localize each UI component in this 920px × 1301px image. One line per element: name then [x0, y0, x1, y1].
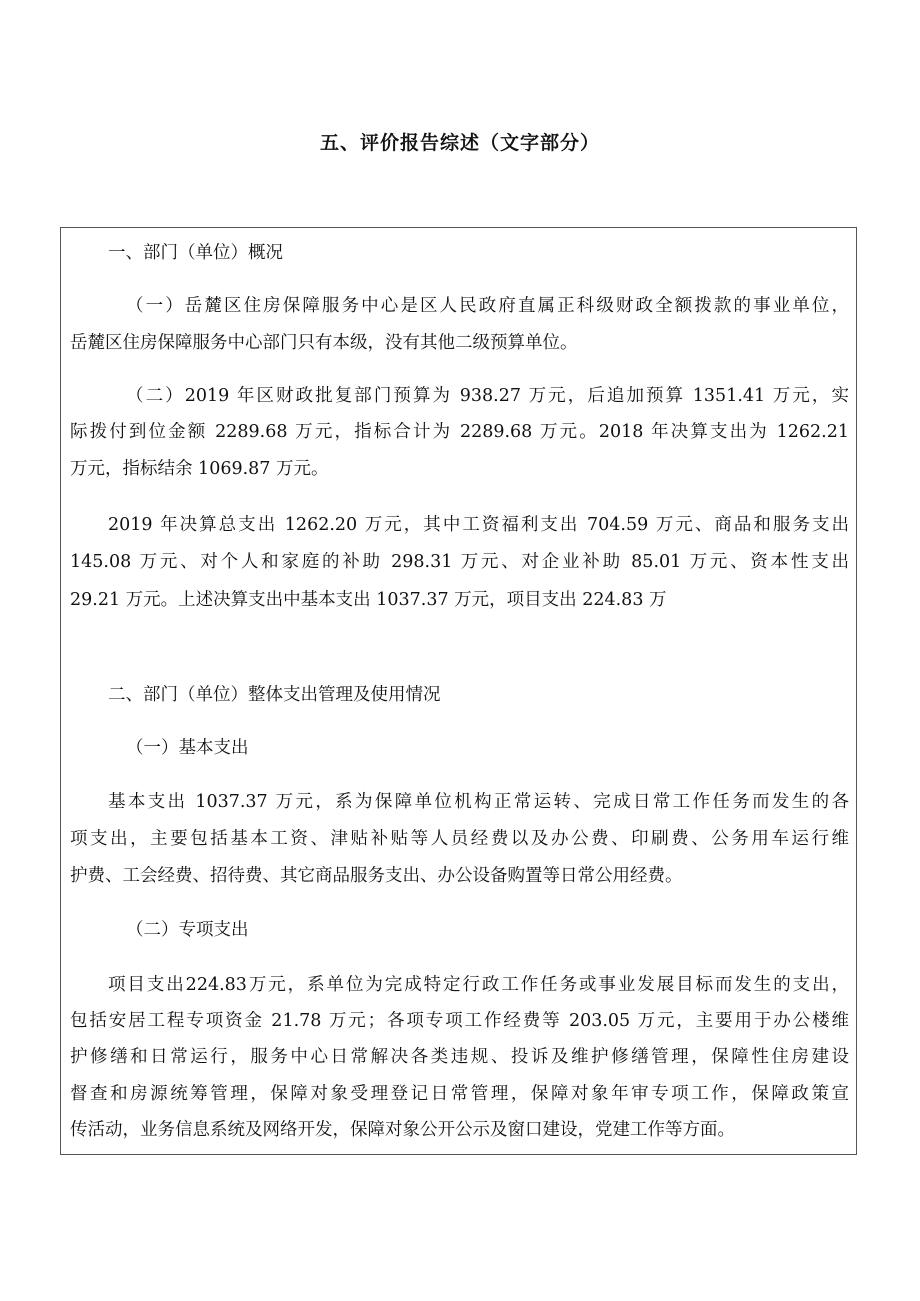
paragraph-line: （一）岳麓区住房保障服务中心是区人民政府直属正科级财政全额拨款的事业单位，: [126, 296, 849, 316]
paragraph-line: 际拨付到位金额 2289.68 万元，指标合计为 2289.68 万元。2018 年决算支出为 1262.21: [70, 422, 849, 442]
paragraph-line: 基本支出 1037.37 万元，系为保障单位机构正常运转、完成日常工作任务而发生的各: [108, 792, 849, 812]
page-title: 五、评价报告综述（文字部分）: [319, 132, 600, 154]
paragraph-line: 督查和房源统筹管理，保障对象受理登记日常管理，保障对象年审专项工作，保障政策宣: [70, 1084, 849, 1104]
paragraph-line: （二）2019 年区财政批复部门预算为 938.27 万元，后追加预算 1351.41 万元，实: [126, 386, 849, 406]
section1-heading: 一、部门（单位）概况: [108, 243, 283, 263]
paragraph-line: 万元，指标结余 1069.87 万元。: [70, 459, 329, 479]
paragraph-line: 29.21 万元。上述决算支出中基本支出 1037.37 万元，项目支出 224.83 万: [70, 590, 667, 610]
subsection-heading: （一）基本支出: [126, 738, 249, 758]
paragraph-line: 145.08 万元、对个人和家庭的补助 298.31 万元、对企业补助 85.01 万元、资本性支出: [70, 552, 849, 572]
paragraph-line: 护费、工会经费、招待费、其它商品服务支出、办公设备购置等日常公用经费。: [70, 866, 683, 886]
paragraph-line: 传活动，业务信息系统及网络开发，保障对象公开公示及窗口建设，党建工作等方面。: [70, 1120, 735, 1140]
paragraph-line: 护修缮和日常运行，服务中心日常解决各类违规、投诉及维护修缮管理，保障性住房建设: [70, 1047, 849, 1067]
paragraph-line: 2019 年决算总支出 1262.20 万元，其中工资福利支出 704.59 万元、商品和服务支出: [108, 515, 849, 535]
paragraph-line: 包括安居工程专项资金 21.78 万元；各项专项工作经费等 203.05 万元，主要用于办公楼维: [70, 1011, 849, 1031]
paragraph-line: 项支出，主要包括基本工资、津贴补贴等人员经费以及办公费、印刷费、公务用车运行维: [70, 829, 849, 849]
subsection-heading: （二）专项支出: [126, 920, 249, 940]
paragraph-line: 项目支出224.83万元，系单位为完成特定行政工作任务或事业发展目标而发生的支出，: [108, 975, 849, 995]
section2-heading: 二、部门（单位）整体支出管理及使用情况: [108, 685, 441, 705]
paragraph-line: 岳麓区住房保障服务中心部门只有本级，没有其他二级预算单位。: [70, 333, 578, 353]
